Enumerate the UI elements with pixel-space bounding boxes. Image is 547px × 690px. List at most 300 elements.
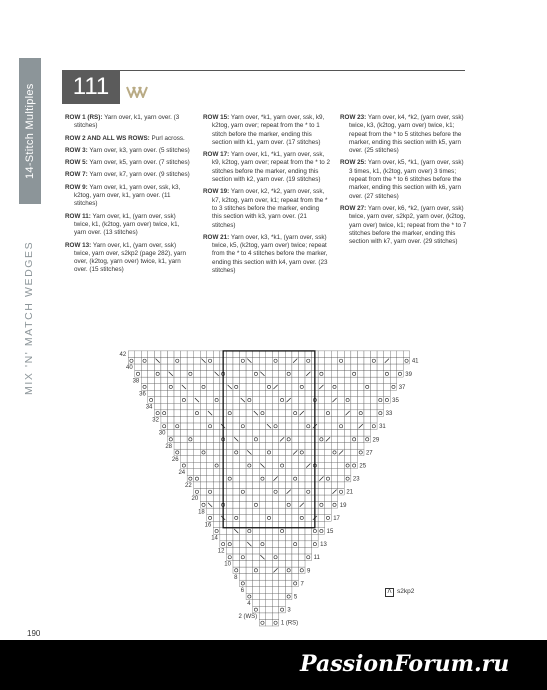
chart-cell	[253, 364, 260, 371]
chart-cell	[246, 384, 253, 391]
chart-cell	[292, 436, 299, 443]
instruction-row-text: Yarn over, *k1, yarn over, ssk, k9, k2tog, yarn over; repeat from the * to 1 stitch before the marker, ending this section with k1, yarn over. (17 stitches)	[212, 114, 325, 146]
chart-cell	[292, 410, 299, 417]
chart-cell	[253, 561, 260, 568]
chart-cell	[279, 593, 286, 600]
chart-cell	[279, 554, 286, 561]
chart-cell	[338, 443, 345, 450]
chart-cell	[246, 416, 253, 423]
chart-cell	[305, 495, 312, 502]
chart-cell	[233, 364, 240, 371]
chart-cell	[272, 528, 279, 535]
chart-cell	[318, 456, 325, 463]
chart-cell	[181, 410, 188, 417]
instruction-row-label: ROW 13:	[65, 241, 92, 249]
chart-cell	[272, 606, 279, 613]
chart-cell	[364, 423, 371, 430]
chart-cell	[272, 495, 279, 502]
chart-cell	[292, 371, 299, 378]
chart-cell	[298, 541, 305, 548]
chart-cell	[226, 403, 233, 410]
chart-cell	[226, 423, 233, 430]
chart-cell	[305, 390, 312, 397]
chart-cell	[305, 397, 312, 404]
chart-cell	[292, 521, 299, 528]
row-label: 39	[405, 371, 412, 378]
chart-cell	[233, 521, 240, 528]
chart-cell	[233, 515, 240, 522]
chart-cell	[259, 619, 266, 626]
chart-cell	[213, 502, 220, 509]
chart-cell	[305, 377, 312, 384]
chart-cell	[253, 541, 260, 548]
chart-cell	[305, 554, 312, 561]
chart-cell	[246, 528, 253, 535]
chart-cell	[253, 488, 260, 495]
chart-cell	[187, 357, 194, 364]
chart-cell	[200, 390, 207, 397]
chart-cell	[266, 410, 273, 417]
chart-cell	[213, 482, 220, 489]
chart-cell	[338, 410, 345, 417]
chart-cell	[272, 430, 279, 437]
chart-cell	[338, 357, 345, 364]
chart-cell	[246, 508, 253, 515]
chart-cell	[148, 357, 155, 364]
chart-cell	[377, 351, 384, 358]
chart-cell	[331, 357, 338, 364]
row-label: 8	[234, 574, 238, 581]
chart-cell	[207, 357, 214, 364]
chart-cell	[154, 384, 161, 391]
chart-cell	[298, 475, 305, 482]
chart-cell	[181, 436, 188, 443]
chart-cell	[233, 351, 240, 358]
chart-cell	[233, 495, 240, 502]
chart-cell	[351, 456, 358, 463]
chart-cell	[338, 423, 345, 430]
chart-cell	[292, 430, 299, 437]
chart-cell	[384, 384, 391, 391]
chart-cell	[331, 449, 338, 456]
instruction-row-text: Yarn over, k4, *k2, (yarn over, ssk) twice, k3, (k2tog, yarn over) twice, k1; repeat from the * to 5 stitches before the marker, ending this section with k5, yarn over. (25 stitches)	[349, 114, 464, 155]
chart-cell	[305, 534, 312, 541]
chart-cell	[154, 390, 161, 397]
chart-cell	[174, 397, 181, 404]
chart-cell	[226, 488, 233, 495]
chart-cell	[272, 436, 279, 443]
chart-cell	[338, 351, 345, 358]
chart-cell	[305, 541, 312, 548]
chart-cell	[253, 377, 260, 384]
s2kp2-symbol-icon: Λ	[385, 588, 394, 597]
chart-cell	[298, 436, 305, 443]
chart-cell	[325, 475, 332, 482]
chart-cell	[357, 430, 364, 437]
chart-cell	[272, 515, 279, 522]
chart-cell	[213, 403, 220, 410]
chart-cell	[279, 371, 286, 378]
chart-cell	[272, 377, 279, 384]
chart-cell	[285, 456, 292, 463]
instruction-row-text: Yarn over, k5, yarn over. (7 stitches)	[87, 159, 190, 167]
chart-cell	[259, 606, 266, 613]
chart-cell	[167, 357, 174, 364]
chart-cell	[187, 416, 194, 423]
chart-cell	[174, 403, 181, 410]
chart-cell	[298, 521, 305, 528]
chart-cell	[207, 456, 214, 463]
chart-cell	[292, 423, 299, 430]
chart-cell	[344, 443, 351, 450]
row-label: 26	[171, 456, 179, 463]
chart-cell	[154, 397, 161, 404]
chart-cell	[371, 397, 378, 404]
instruction-row-label: ROW 23:	[340, 114, 367, 121]
chart-cell	[154, 371, 161, 378]
chart-cell	[167, 351, 174, 358]
chart-cell	[226, 416, 233, 423]
chart-cell	[161, 397, 168, 404]
chart-cell	[272, 410, 279, 417]
chart-cell	[285, 580, 292, 587]
chart-cell	[253, 403, 260, 410]
chart-cell	[272, 554, 279, 561]
row-label: 35	[392, 397, 399, 404]
chart-cell	[167, 410, 174, 417]
chart-cell	[312, 541, 319, 548]
chart-cell	[285, 561, 292, 568]
chart-cell	[298, 462, 305, 469]
chart-cell	[305, 528, 312, 535]
chart-cell	[207, 443, 214, 450]
chart-cell	[318, 403, 325, 410]
row-label: 25	[359, 463, 367, 470]
chart-cell	[226, 554, 233, 561]
chart-cell	[187, 364, 194, 371]
chart-cell	[357, 390, 364, 397]
chart-cell	[344, 436, 351, 443]
chart-cell	[364, 397, 371, 404]
chart-cell	[207, 436, 214, 443]
chart-cell	[259, 574, 266, 581]
row-label: 40	[126, 365, 133, 372]
chart-cell	[207, 495, 214, 502]
chart-cell	[174, 430, 181, 437]
chart-cell	[233, 554, 240, 561]
chart-cell	[194, 403, 201, 410]
chart-cell	[253, 554, 260, 561]
chart-cell	[259, 547, 266, 554]
chart-cell	[331, 456, 338, 463]
chart-cell	[253, 521, 260, 528]
chart-cell	[377, 384, 384, 391]
chart-cell	[253, 397, 260, 404]
chart-cell	[240, 364, 247, 371]
chart-cell	[259, 390, 266, 397]
chart-cell	[351, 384, 358, 391]
chart-cell	[187, 351, 194, 358]
chart-cell	[377, 371, 384, 378]
chart-cell	[272, 580, 279, 587]
row-label: 6	[240, 587, 245, 594]
chart-cell	[253, 534, 260, 541]
chart-cell	[161, 364, 168, 371]
chart-cell	[305, 449, 312, 456]
chart-cell	[344, 357, 351, 364]
chart-cell	[194, 384, 201, 391]
chart-cell	[226, 371, 233, 378]
chart-cell	[364, 351, 371, 358]
chart-cell	[266, 371, 273, 378]
chart-cell	[279, 377, 286, 384]
row-label: 10	[224, 561, 231, 568]
chart-cell	[207, 403, 214, 410]
chart-cell	[357, 443, 364, 450]
chart-cell	[279, 397, 286, 404]
chart-cell	[364, 371, 371, 378]
chart-cell	[338, 456, 345, 463]
chart-cell	[161, 377, 168, 384]
chart-cell	[331, 390, 338, 397]
chart-cell	[266, 534, 273, 541]
chart-cell	[213, 351, 220, 358]
chart-cell	[305, 456, 312, 463]
chart-cell	[253, 606, 260, 613]
chart-cell	[390, 371, 397, 378]
side-tab-label: 14-Stitch Multiples	[24, 83, 36, 179]
chart-cell	[207, 364, 214, 371]
chart-cell	[154, 403, 161, 410]
chart-cell	[207, 430, 214, 437]
chart-cell	[240, 508, 247, 515]
chart-cell	[357, 377, 364, 384]
chart-cell	[259, 397, 266, 404]
chart-cell	[344, 462, 351, 469]
chart-cell	[298, 508, 305, 515]
chart-cell	[325, 403, 332, 410]
chart-cell	[344, 351, 351, 358]
chart-cell	[187, 403, 194, 410]
chart-cell	[148, 377, 155, 384]
chart-cell	[266, 449, 273, 456]
chart-cell	[331, 482, 338, 489]
chart-cell	[279, 475, 286, 482]
chart-cell	[318, 482, 325, 489]
chart-cell	[266, 515, 273, 522]
chart-cell	[344, 423, 351, 430]
chart-cell	[305, 488, 312, 495]
chart-cell	[200, 403, 207, 410]
chart-cell	[318, 521, 325, 528]
row-label: 12	[217, 548, 225, 555]
chart-cell	[364, 364, 371, 371]
chart-cell	[187, 371, 194, 378]
row-label: 3	[287, 607, 291, 614]
chart-cell	[187, 462, 194, 469]
chart-cell	[128, 357, 135, 364]
chart-cell	[318, 515, 325, 522]
chart-cell	[272, 534, 279, 541]
chart-cell	[194, 416, 201, 423]
chart-cell	[318, 364, 325, 371]
chart-cell	[279, 430, 286, 437]
row-label: 41	[411, 358, 419, 365]
chart-cell	[305, 416, 312, 423]
chart-cell	[246, 436, 253, 443]
chart-cell	[318, 357, 325, 364]
chart-cell	[325, 515, 332, 522]
chart-cell	[298, 495, 305, 502]
instruction-row-label: ROW 9:	[65, 183, 88, 191]
chart-cell	[226, 482, 233, 489]
chart-cell	[154, 410, 161, 417]
chart-cell	[285, 351, 292, 358]
chart-cell	[226, 357, 233, 364]
legend-label: s2kp2	[397, 588, 415, 595]
chart-cell	[331, 443, 338, 450]
chart-cell	[272, 561, 279, 568]
chart-cell	[181, 357, 188, 364]
chart-cell	[272, 600, 279, 607]
chart-cell	[279, 357, 286, 364]
chart-cell	[318, 462, 325, 469]
chart-cell	[213, 528, 220, 535]
chart-cell	[266, 488, 273, 495]
chart-cell	[266, 436, 273, 443]
row-label: 28	[165, 443, 173, 450]
chart-cell	[253, 502, 260, 509]
chart-cell	[318, 397, 325, 404]
chart-cell	[207, 397, 214, 404]
chart-cell	[292, 482, 299, 489]
chart-cell	[174, 371, 181, 378]
chart-cell	[233, 423, 240, 430]
chart-cell	[318, 436, 325, 443]
chart-cell	[259, 475, 266, 482]
chart-cell	[390, 357, 397, 364]
chart-cell	[292, 567, 299, 574]
chart-cell	[259, 515, 266, 522]
chart-cell	[298, 482, 305, 489]
chart-cell	[272, 456, 279, 463]
chart-cell	[285, 567, 292, 574]
instruction-row-text: Yarn over, k6, *k2, (yarn over, ssk) twice, yarn over, s2kp2, yarn over, (k2tog, yarn over) twice, k1; repeat from the * to 7 stitches before the marker, ending this section with k7, yarn over. (29 stitches)	[349, 204, 467, 246]
chart-cell	[194, 469, 201, 476]
chart-cell	[174, 443, 181, 450]
chart-cell	[338, 436, 345, 443]
chart-cell	[246, 554, 253, 561]
chart-cell	[279, 606, 286, 613]
chart-cell	[253, 547, 260, 554]
row-label: 19	[339, 502, 347, 509]
chart-cell	[240, 371, 247, 378]
instruction-row-text: Purl across.	[149, 134, 185, 142]
chart-cell	[351, 390, 358, 397]
chart-cell	[338, 430, 345, 437]
chart-cell	[207, 390, 214, 397]
chart-cell	[292, 580, 299, 587]
row-label: 36	[139, 391, 146, 398]
chart-cell	[181, 416, 188, 423]
chart-cell	[200, 371, 207, 378]
chart-cell	[266, 482, 273, 489]
chart-cell	[233, 547, 240, 554]
chart-cell	[371, 423, 378, 430]
watermark: PassionForum.ru	[300, 651, 510, 677]
chart-cell	[305, 443, 312, 450]
instruction-row-label: ROW 27:	[340, 204, 367, 212]
chart-cell	[167, 416, 174, 423]
chart-cell	[253, 384, 260, 391]
chart-cell	[292, 547, 299, 554]
chart-cell	[187, 443, 194, 450]
chart-cell	[253, 593, 260, 600]
chart-cell	[344, 377, 351, 384]
chart-cell	[357, 410, 364, 417]
row-label: 13	[320, 542, 327, 549]
row-label: 27	[365, 450, 373, 457]
chart-cell	[298, 351, 305, 358]
chart-cell	[226, 449, 233, 456]
chart-cell	[233, 443, 240, 450]
chart-cell	[240, 528, 247, 535]
chart-cell	[364, 384, 371, 391]
chart-cell	[253, 475, 260, 482]
chart-cell	[266, 384, 273, 391]
chart-cell	[325, 410, 332, 417]
chart-cell	[194, 449, 201, 456]
row-label: 24	[178, 470, 186, 477]
chart-cell	[200, 351, 207, 358]
chart-cell	[272, 371, 279, 378]
chart-cell	[357, 449, 364, 456]
chart-cell	[167, 377, 174, 384]
chart-cell	[351, 462, 358, 469]
chart-cell	[161, 357, 168, 364]
chart-cell	[259, 416, 266, 423]
chart-cell	[357, 436, 364, 443]
chart-cell	[240, 430, 247, 437]
chart-cell	[233, 430, 240, 437]
chart-cell	[246, 534, 253, 541]
chart-cell	[279, 541, 286, 548]
chart-cell	[253, 351, 260, 358]
chart-cell	[285, 371, 292, 378]
chart-cell	[384, 390, 391, 397]
chart-cell	[233, 397, 240, 404]
chart-cell	[194, 443, 201, 450]
chart-cell	[200, 377, 207, 384]
chart-cell	[279, 482, 286, 489]
chart-cell	[167, 397, 174, 404]
chart-cell	[318, 508, 325, 515]
chart-cell	[331, 436, 338, 443]
chart-cell	[318, 430, 325, 437]
chart-cell	[266, 574, 273, 581]
chart-cell	[279, 587, 286, 594]
chart-cell	[161, 423, 168, 430]
chart-cell	[266, 593, 273, 600]
chart-cell	[246, 423, 253, 430]
chart-cell	[344, 449, 351, 456]
chart-cell	[285, 515, 292, 522]
chart-cell	[331, 462, 338, 469]
row-label: 5	[293, 594, 298, 601]
chart-cell	[194, 482, 201, 489]
chart-cell	[220, 534, 227, 541]
chart-cell	[390, 384, 397, 391]
